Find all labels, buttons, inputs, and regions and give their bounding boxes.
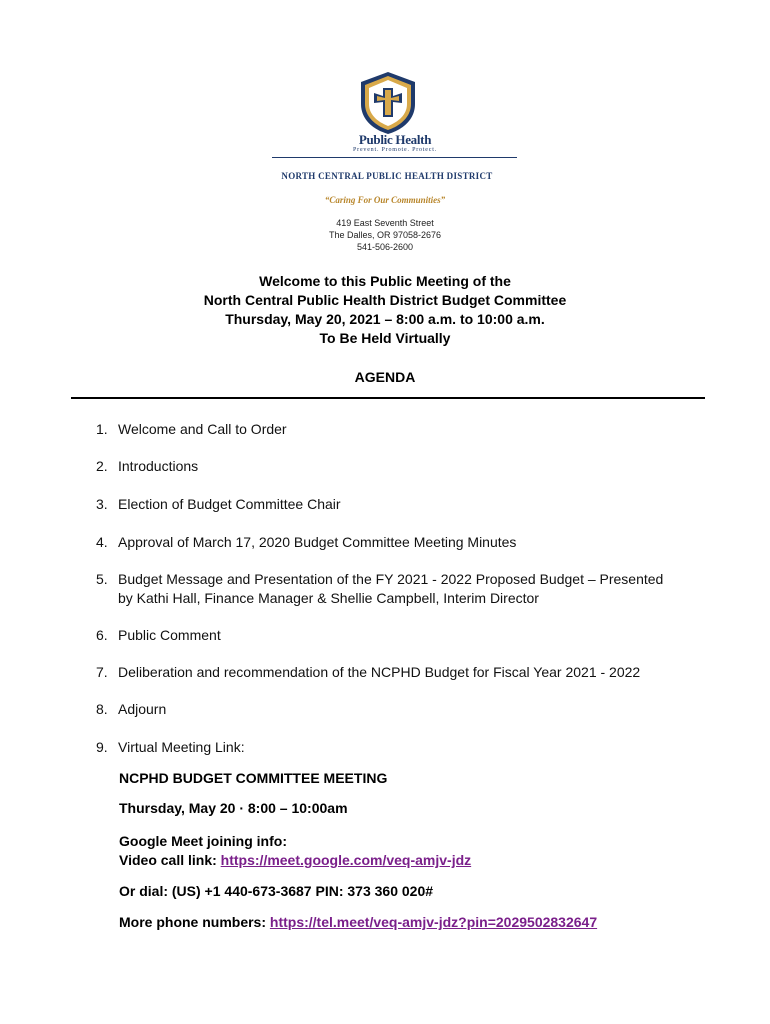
agenda-item-text: Welcome and Call to Order xyxy=(118,421,287,437)
agenda-item-number: 1. xyxy=(96,421,108,437)
video-call-link[interactable]: https://meet.google.com/veq-amjv-jdz xyxy=(220,852,472,868)
meeting-title-line-1: Welcome to this Public Meeting of the xyxy=(259,273,511,289)
letterhead-divider xyxy=(272,157,517,158)
video-call-label: Video call link: xyxy=(119,852,221,868)
agenda-item-continuation: by Kathi Hall, Finance Manager & Shellie Campbell, Interim Director xyxy=(118,590,539,606)
dial-in-info: Or dial: (US) +1 440-673-3687 PIN: 373 360 020# xyxy=(119,883,434,899)
agenda-item-text: Introductions xyxy=(118,458,199,474)
agenda-item-number: 4. xyxy=(96,534,108,550)
district-name: NORTH CENTRAL PUBLIC HEALTH DISTRICT xyxy=(281,171,493,181)
agenda-item-number: 6. xyxy=(96,627,108,643)
phone-number: 541-506-2600 xyxy=(356,242,414,252)
public-health-shield-logo xyxy=(358,70,418,136)
agenda-item-text: Virtual Meeting Link: xyxy=(118,739,245,755)
more-phones-line xyxy=(119,913,597,932)
agenda-item-text: Election of Budget Committee Chair xyxy=(118,496,341,512)
agenda-item-number: 2. xyxy=(96,458,108,474)
agenda-item-number: 5. xyxy=(96,571,108,587)
agenda-item-number: 7. xyxy=(96,664,108,680)
agenda-item-number: 9. xyxy=(96,739,108,755)
brand-name: Public Health xyxy=(358,132,432,147)
agenda-item-number: 8. xyxy=(96,701,108,717)
agenda-item-text: Budget Message and Presentation of the FY 2021 - 2022 Proposed Budget – Presented xyxy=(118,571,664,587)
agenda-item xyxy=(96,457,198,476)
agenda-item xyxy=(96,700,166,719)
agenda-item-text: Adjourn xyxy=(118,701,167,717)
agenda-item xyxy=(96,533,516,552)
agenda-item xyxy=(96,738,245,757)
address-line-1: 419 East Seventh Street xyxy=(336,218,434,228)
google-meet-info-label: Google Meet joining info: xyxy=(119,833,287,849)
agenda-divider xyxy=(71,397,705,399)
virtual-meeting-name: NCPHD BUDGET COMMITTEE MEETING xyxy=(119,770,388,786)
agenda-item-text: Approval of March 17, 2020 Budget Committee Meeting Minutes xyxy=(118,534,517,550)
more-phones-label: More phone numbers: xyxy=(119,914,270,930)
agenda-item xyxy=(96,570,663,608)
district-motto: “Caring For Our Communities” xyxy=(324,195,446,205)
agenda-item xyxy=(96,420,287,439)
agenda-item xyxy=(96,626,221,645)
more-phones-link[interactable]: https://tel.meet/veq-amjv-jdz?pin=2029502832647 xyxy=(269,914,598,930)
meeting-title-line-4: To Be Held Virtually xyxy=(319,330,451,346)
brand-tagline: Prevent. Promote. Protect. xyxy=(353,147,437,153)
agenda-item xyxy=(96,495,341,514)
virtual-meeting-time: Thursday, May 20 · 8:00 – 10:00am xyxy=(119,800,348,816)
agenda-item-number: 3. xyxy=(96,496,108,512)
agenda-item-text: Deliberation and recommendation of the NCPHD Budget for Fiscal Year 2021 - 2022 xyxy=(118,664,641,680)
agenda-item xyxy=(96,663,640,682)
address-line-2: The Dalles, OR 97058-2676 xyxy=(328,230,442,240)
meeting-title-line-2: North Central Public Health District Budget Committee xyxy=(203,292,567,308)
agenda-item-text: Public Comment xyxy=(118,627,221,643)
meeting-title-line-3: Thursday, May 20, 2021 – 8:00 a.m. to 10:00 a.m. xyxy=(225,311,545,327)
agenda-heading: AGENDA xyxy=(354,369,416,385)
video-call-line xyxy=(119,851,471,870)
